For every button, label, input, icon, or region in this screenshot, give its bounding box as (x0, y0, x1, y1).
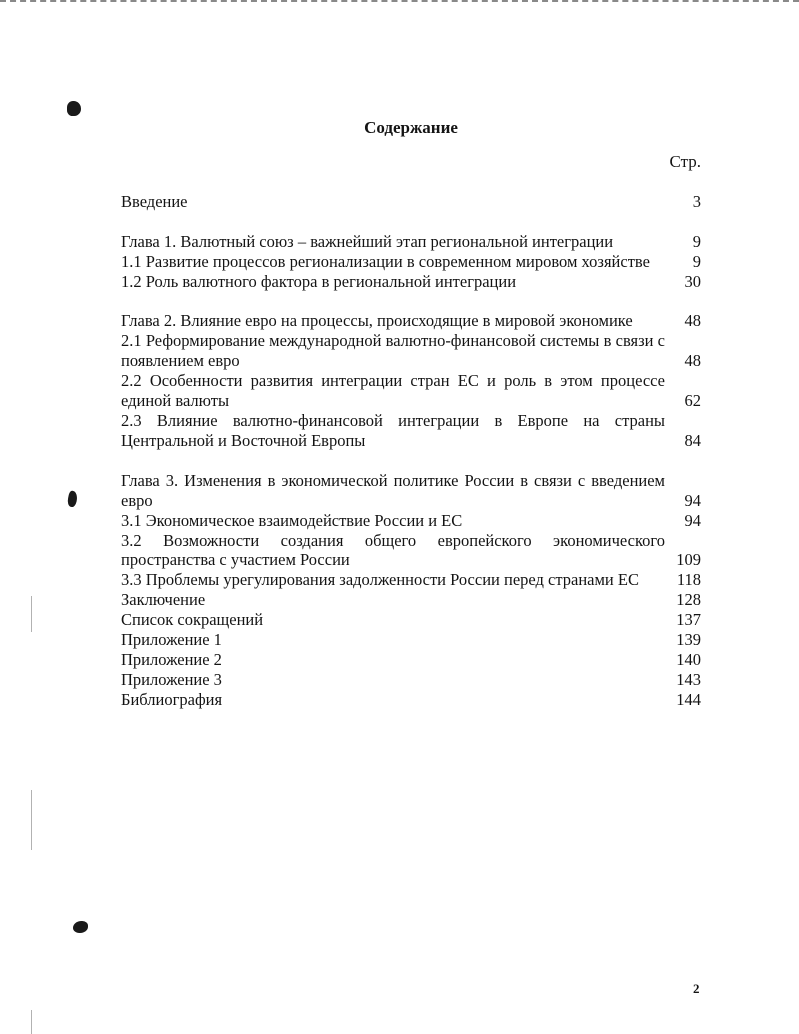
toc-entry-page: 9 (692, 251, 701, 271)
toc-entry (121, 630, 701, 650)
toc-entry-page: 94 (684, 490, 701, 510)
toc-entry (121, 650, 701, 670)
table-of-contents (121, 118, 701, 710)
toc-entry-text: Глава 2. Влияние евро на процессы, происходящие в мировой экономике (121, 311, 633, 331)
toc-entry-page: 48 (684, 351, 701, 371)
toc-section (121, 232, 701, 292)
toc-entry-text: 1.2 Роль валютного фактора в региональной интеграции (121, 271, 517, 291)
page-title: Содержание (364, 118, 458, 137)
toc-entry-page: 140 (676, 649, 701, 669)
toc-entry-text: 1.1 Развитие процессов регионализации в современном мировом хозяйстве (121, 251, 650, 271)
toc-entry-text: Заключение (121, 590, 206, 610)
scan-blot-mark (66, 490, 78, 508)
toc-entry-text: Список сокращений (121, 610, 264, 630)
toc-entry-text: 3.3 Проблемы урегулирования задолженности России перед странами ЕС (121, 570, 639, 590)
scan-top-edge (0, 0, 799, 6)
toc-entry-page: 84 (684, 430, 701, 450)
toc-entry-text: Приложение 2 (121, 649, 222, 669)
toc-entry-page: 94 (684, 510, 701, 530)
toc-entry-page: 48 (684, 311, 701, 331)
toc-section (121, 192, 701, 212)
page-number: 2 (693, 981, 700, 996)
toc-entry-page: 30 (684, 271, 701, 291)
toc-entry (121, 331, 701, 371)
toc-entry-page: 143 (676, 669, 701, 689)
toc-entry-text: 2.1 Реформирование международной валютно-финансовой системы в связи с появлением евро (121, 331, 665, 371)
toc-entry (121, 252, 701, 272)
toc-entry-text: Приложение 3 (121, 669, 222, 689)
toc-entry-page: 118 (676, 570, 701, 590)
scan-edge-line (31, 1010, 32, 1034)
toc-entry-text: 3.2 Возможности создания общего европейского экономического пространства с участием России (121, 530, 665, 570)
scan-blot-mark (67, 101, 81, 116)
toc-section (121, 311, 701, 450)
toc-entry-page: 3 (692, 191, 701, 211)
toc-entry (121, 590, 701, 610)
toc-entry-page: 144 (676, 689, 701, 709)
toc-entry-page: 137 (676, 610, 701, 630)
toc-entry (121, 670, 701, 690)
toc-entry (121, 272, 701, 292)
toc-entry-text: 2.2 Особенности развития интеграции стран ЕС и роль в этом процессе единой валюты (121, 371, 665, 411)
toc-entry (121, 570, 701, 590)
toc-entry-page: 109 (676, 550, 701, 570)
toc-section (121, 471, 701, 710)
toc-entry-text: 2.3 Влияние валютно-финансовой интеграции в Европе на страны Центральной и Восточной Европы (121, 410, 665, 450)
toc-entry (121, 471, 701, 511)
toc-entry-text: Приложение 1 (121, 630, 222, 650)
toc-entry-page: 62 (684, 391, 701, 411)
toc-entry-page: 139 (676, 630, 701, 650)
toc-entry-text: Глава 1. Валютный союз – важнейший этап региональной интеграции (121, 231, 614, 251)
toc-entry-text: Введение (121, 191, 188, 211)
page-column-label: Стр. (669, 151, 701, 171)
toc-entry (121, 311, 701, 331)
toc-entry-text: Библиография (121, 689, 223, 709)
toc-entry (121, 192, 701, 212)
toc-entry-text: Глава 3. Изменения в экономической политике России в связи с введением евро (121, 470, 665, 510)
toc-entry (121, 511, 701, 531)
toc-entry (121, 232, 701, 252)
toc-entry-page: 128 (676, 590, 701, 610)
toc-entry-page: 9 (692, 231, 701, 251)
scan-blot-mark (73, 921, 88, 933)
toc-entry (121, 411, 701, 451)
toc-entry (121, 371, 701, 411)
toc-entry (121, 690, 701, 710)
toc-entry (121, 531, 701, 571)
scan-edge-line (31, 596, 32, 632)
toc-entry (121, 610, 701, 630)
toc-entry-text: 3.1 Экономическое взаимодействие России и ЕС (121, 510, 463, 530)
scan-edge-line (31, 790, 32, 850)
